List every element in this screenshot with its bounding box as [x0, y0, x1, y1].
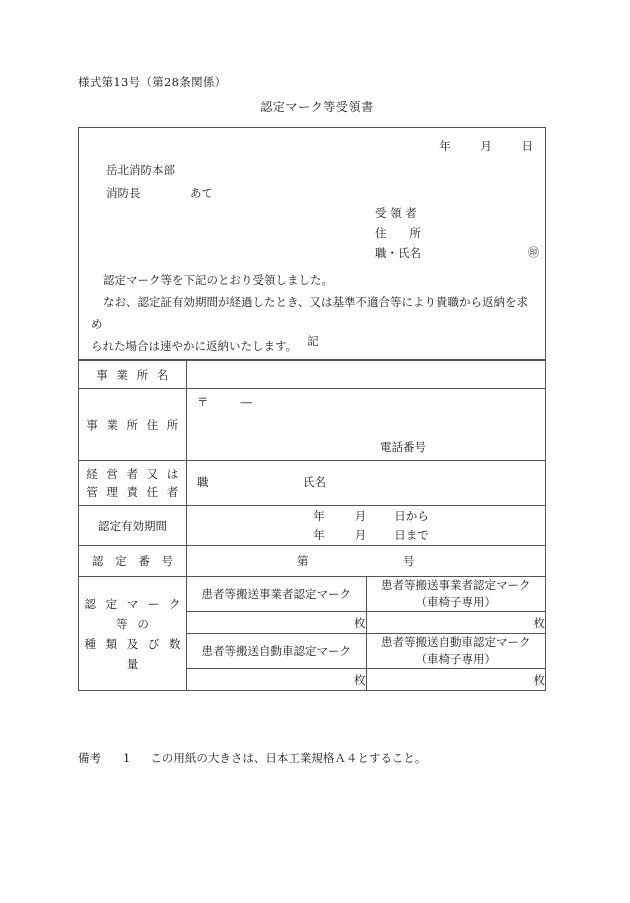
manager-job-label: 職 [197, 475, 209, 489]
mark-count-1[interactable] [187, 612, 367, 634]
date-line [439, 138, 533, 154]
page-title-text: 認定マーク等受領書 [260, 100, 374, 114]
declaration-box [78, 127, 546, 360]
mark-count-4-unit: 枚 [533, 672, 545, 687]
mark-count-2[interactable] [366, 612, 546, 634]
date-month-label: 月 [480, 139, 492, 153]
postal-dash: ― [240, 395, 252, 409]
label-manager-line-1: 経 営 者 又 は [86, 467, 181, 481]
mark-type-name-2-line1: 患者等搬送事業者認定マーク [381, 578, 531, 592]
mark-count-3[interactable] [187, 669, 367, 691]
mark-count-2-unit: 枚 [533, 615, 545, 630]
label-valid-period-text: 認定有効期間 [98, 518, 167, 533]
form-table [78, 360, 546, 691]
mark-type-name-2 [366, 577, 546, 612]
footnote-label: 備考 [78, 751, 101, 765]
receiver-address-label: 住 所 [375, 226, 421, 240]
receiver-name-row [375, 243, 540, 263]
value-business-name[interactable] [187, 361, 546, 389]
label-manager [79, 461, 187, 506]
telephone-label: 電話番号 [380, 440, 426, 454]
table-row-marks-names-1 [79, 577, 546, 612]
mark-type-name-4-line2: （車椅子専用） [415, 652, 496, 666]
addressee-block [106, 159, 213, 205]
cert-number-dai: 第 [297, 554, 309, 568]
period-to-month: 月 [354, 527, 367, 542]
mark-type-name-2-line2: （車椅子専用） [415, 595, 496, 609]
label-business-name-text: 事 業 所 名 [96, 367, 171, 382]
table-row-cert-number [79, 546, 546, 577]
period-from-year: 年 [313, 508, 325, 523]
addressee-ate: あて [190, 186, 213, 200]
label-cert-number-text: 認 定 番 号 [92, 554, 177, 568]
period-from-month: 月 [354, 508, 367, 523]
label-cert-number [79, 546, 187, 577]
valid-period-to [187, 526, 545, 545]
label-business-name [79, 361, 187, 389]
declaration-line-2: なお、認定証有効期間が経過したとき、又は基準不適合等により貴職から返納を求め [91, 295, 529, 331]
table-row-business-name [79, 361, 546, 389]
form-number: 様式第13号（第28条関係） [78, 75, 227, 89]
page-title [0, 98, 630, 115]
value-business-address[interactable] [187, 389, 546, 461]
period-to-day: 日まで [394, 527, 429, 542]
manager-name-label: 氏名 [303, 475, 326, 489]
label-marks-section [79, 577, 187, 691]
mark-type-name-1-line1: 患者等搬送事業者認定マーク [201, 586, 351, 601]
addressee-organization: 岳北消防本部 [106, 163, 175, 177]
period-to-year: 年 [313, 527, 325, 542]
cert-number-gou: 号 [403, 554, 415, 568]
footnote [78, 750, 426, 766]
date-day-label: 日 [521, 139, 533, 153]
postal-symbol: 〒 [197, 395, 209, 409]
label-marks-line-1: 認 定 マ ー ク 等 の [84, 596, 184, 631]
table-row-valid-period [79, 506, 546, 546]
receiver-address-row [375, 223, 540, 243]
period-from-day: 日から [394, 508, 429, 523]
seal-icon: ㊞ [528, 246, 539, 259]
label-marks-line-2: 種 類 及 び 数 量 [84, 636, 184, 671]
mark-count-4[interactable] [366, 669, 546, 691]
receiver-label: 受 領 者 [375, 206, 417, 220]
table-row-manager [79, 461, 546, 506]
addressee-chief-row [106, 182, 213, 205]
mark-type-name-3 [187, 634, 367, 669]
receiver-block [375, 203, 540, 263]
mark-count-3-unit: 枚 [354, 672, 366, 687]
mark-type-name-4 [366, 634, 546, 669]
declaration-line-3: られた場合は速やかに返納いたします。 [91, 339, 298, 353]
label-business-address [79, 389, 187, 461]
addressee-chief-title: 消防長 [106, 186, 141, 200]
receiver-label-row [375, 203, 540, 223]
footnote-text: この用紙の大きさは、日本工業規格Ａ４とすること。 [150, 751, 427, 765]
mark-type-name-3-line1: 患者等搬送自動車認定マーク [201, 643, 351, 658]
label-manager-line-2: 管 理 責 任 者 [86, 485, 181, 499]
date-year-label: 年 [439, 139, 451, 153]
label-valid-period [79, 506, 187, 546]
value-cert-number[interactable] [187, 546, 546, 577]
mark-count-1-unit: 枚 [354, 615, 366, 630]
declaration-line-1: 認定マーク等を下記のとおり受領しました。 [103, 273, 333, 287]
label-business-address-text: 事 業 所 住 所 [86, 417, 181, 432]
receiver-name-label: 職・氏名 [375, 246, 421, 260]
mark-type-name-4-line1: 患者等搬送自動車認定マーク [381, 635, 531, 649]
mark-type-name-1 [187, 577, 367, 612]
postal-code-field[interactable] [197, 394, 252, 410]
value-manager[interactable] [187, 461, 546, 506]
table-row-business-address [79, 389, 546, 461]
valid-period-from [187, 507, 545, 526]
ki-marker: 記 [307, 334, 319, 348]
value-valid-period[interactable] [187, 506, 546, 546]
footnote-number: 1 [123, 751, 131, 765]
